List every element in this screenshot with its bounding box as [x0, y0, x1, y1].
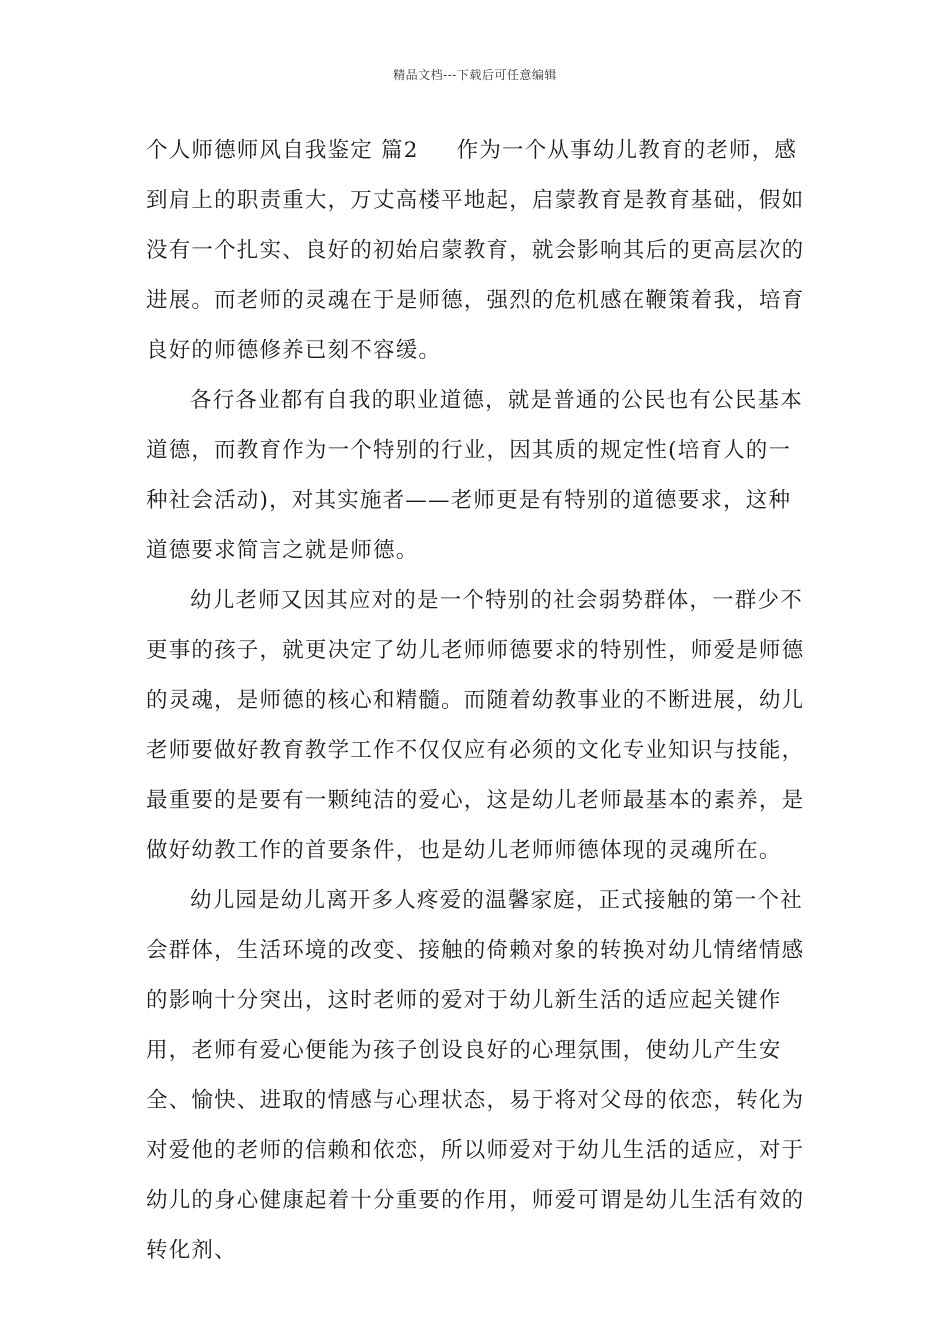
paragraph-4: 幼儿园是幼儿离开多人疼爱的温馨家庭，正式接触的第一个社会群体，生活环境的改变、接触的倚赖对象的转换对幼儿情绪情感的影响十分突出，这时老师的爱对于幼儿新生活的适应起关键作用，老师有爱心便能为孩子创设良好的心理氛围，使幼儿产生安全、愉快、进取的情感与心理状态，易于将对父母的依恋，转化为对爱他的老师的信赖和依恋，所以师爱对于幼儿生活的适应，对于幼儿的身心健康起着十分重要的作用，师爱可谓是幼儿生活有效的转化剂、: [146, 888, 805, 1263]
document-title: 个人师德师风自我鉴定 篇2: [146, 138, 419, 163]
document-body: [146, 126, 812, 1276]
paragraph-1-text: 作为一个从事幼儿教育的老师，感到肩上的职责重大，万丈高楼平地起，启蒙教育是教育基础，假如没有一个扎实、良好的初始启蒙教育，就会影响其后的更高层次的进展。而老师的灵魂在于是师德，强烈的危机感在鞭策着我，培育良好的师德修养已刻不容缓。: [146, 138, 805, 363]
paragraph-1: [146, 126, 812, 376]
paragraph-3: 幼儿老师又因其应对的是一个特别的社会弱势群体，一群少不更事的孩子，就更决定了幼儿老师师德要求的特别性，师爱是师德的灵魂，是师德的核心和精髓。而随着幼教事业的不断进展，幼儿老师要做好教育教学工作不仅仅应有必须的文化专业知识与技能，最重要的是要有一颗纯洁的爱心，这是幼儿老师最基本的素养，是做好幼教工作的首要条件，也是幼儿老师师德体现的灵魂所在。: [146, 588, 805, 863]
page-header: 精品文档---下载后可任意编辑: [393, 68, 557, 82]
paragraph-2: 各行各业都有自我的职业道德，就是普通的公民也有公民基本道德，而教育作为一个特别的行业，因其质的规定性(培育人的一种社会活动)，对其实施者——老师更是有特别的道德要求，这种道德要求简言之就是师德。: [146, 388, 803, 563]
